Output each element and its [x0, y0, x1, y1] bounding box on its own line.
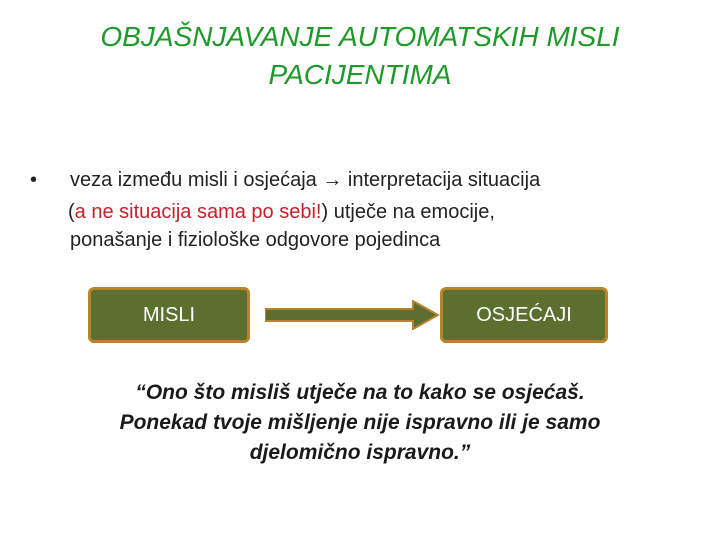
bullet-line-2-open: (	[68, 201, 75, 223]
bullet-line-1: veza između misli i osjećaja → interpretacija situacija	[70, 169, 541, 191]
bullet-line-2-close: ) utječe na emocije,	[321, 201, 495, 223]
emphasis-text: a ne situacija sama po sebi!	[74, 201, 322, 223]
right-arrow-icon	[265, 300, 440, 330]
bullet-line-2	[68, 198, 495, 226]
misli-label: MISLI	[142, 303, 196, 326]
bullet-line-3: ponašanje i fiziološke odgovore pojedinca	[70, 229, 441, 251]
bullet-marker: •	[30, 169, 38, 191]
quote-line-3: djelomično ispravno.”	[249, 441, 471, 464]
osjecaji-box	[440, 287, 608, 343]
quote-line-1: “Ono što misliš utječe na to kako se osjećaš.	[135, 381, 585, 404]
osjecaji-label: OSJEĆAJI	[476, 303, 572, 326]
title-line-2: PACIJENTIMA	[268, 59, 452, 90]
slide-title	[0, 18, 720, 94]
title-line-1: OBJAŠNJAVANJE AUTOMATSKIH MISLI	[100, 21, 620, 52]
quote-line-2: Ponekad tvoje mišljenje nije ispravno ili je samo	[119, 411, 601, 434]
misli-box	[88, 287, 250, 343]
quote-block	[0, 378, 720, 468]
